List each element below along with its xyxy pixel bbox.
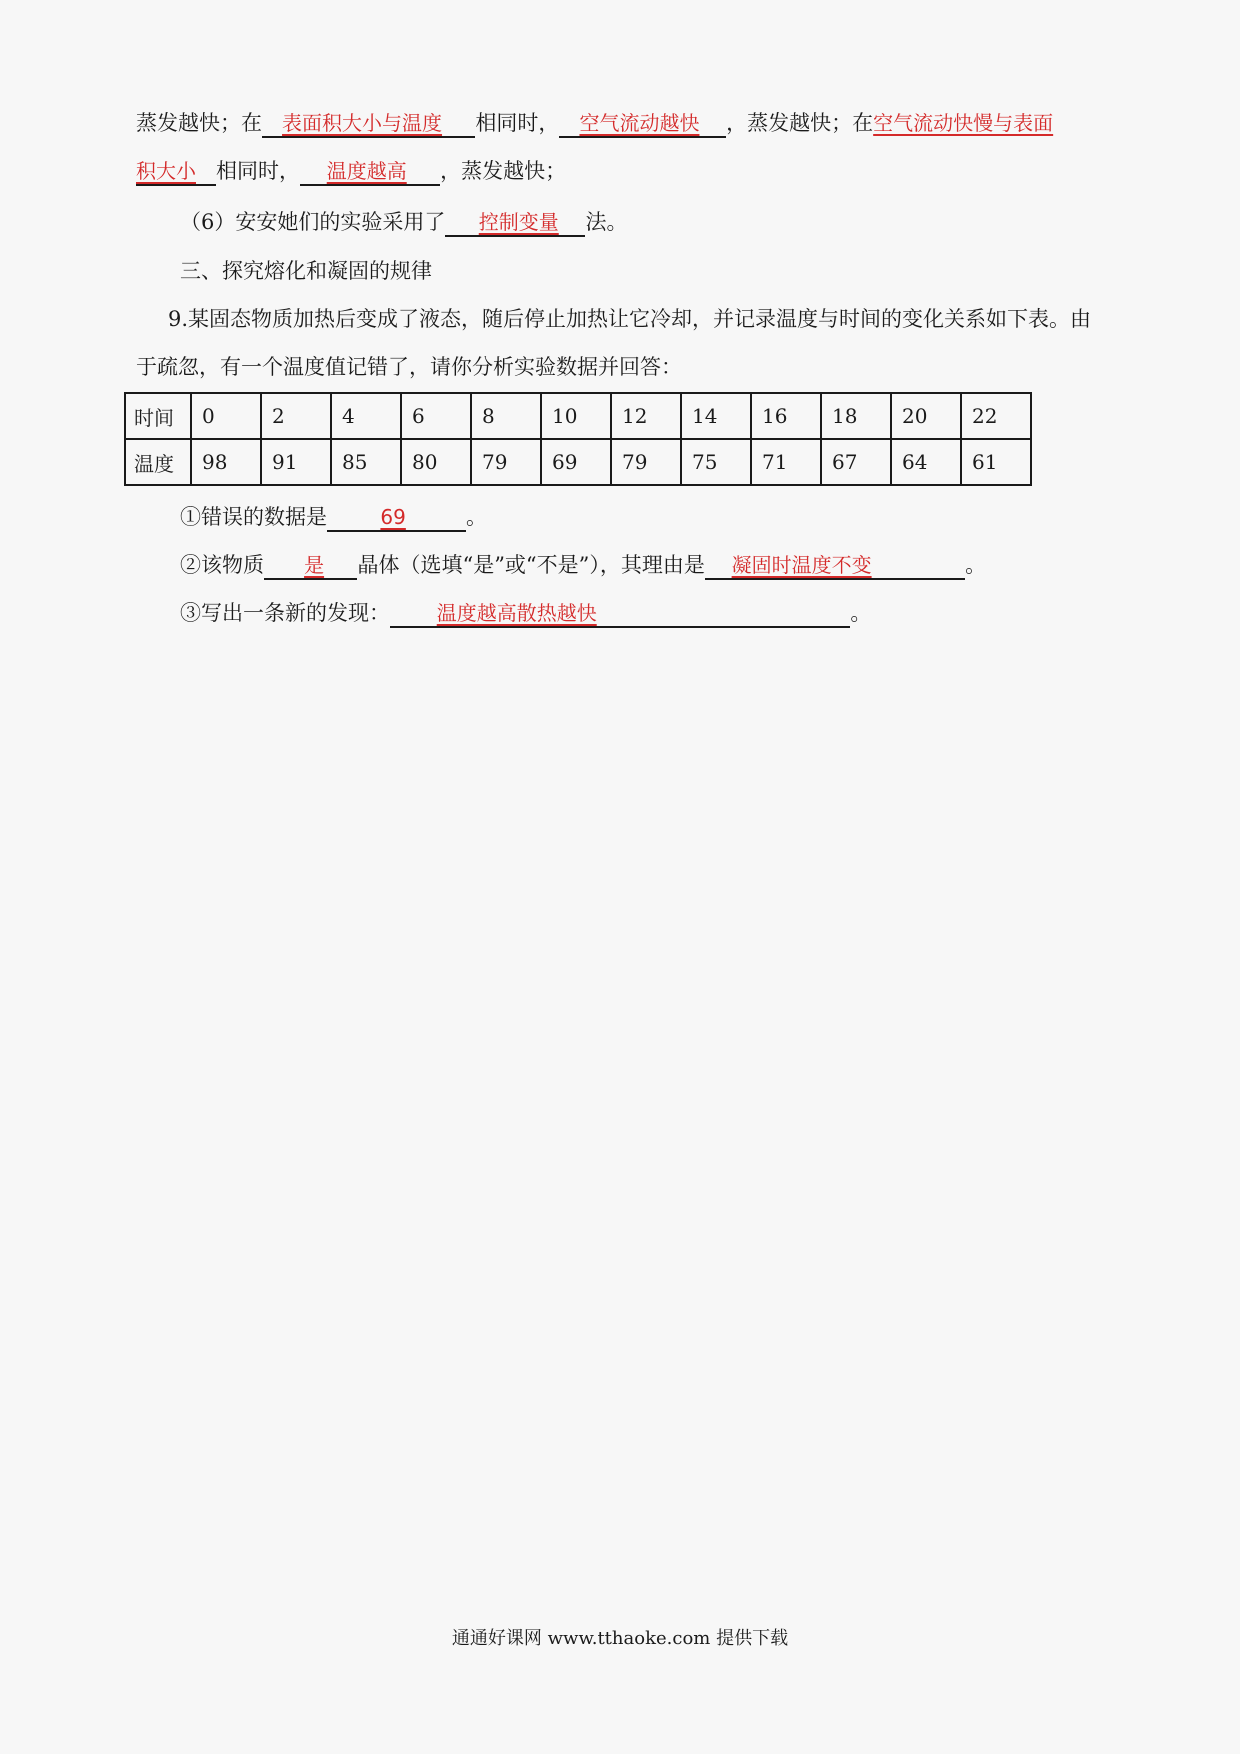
answer-blank: [300, 158, 440, 186]
text: ，蒸发越快；在: [726, 111, 874, 135]
text: ③写出一条新的发现：: [180, 601, 390, 625]
table-row-time: [125, 393, 1031, 439]
table-cell: 79: [611, 439, 681, 485]
table-cell: 64: [891, 439, 961, 485]
paragraph-line-1: [136, 108, 1053, 138]
answer-blank: [559, 110, 726, 138]
answer-blank: [136, 158, 216, 186]
text: ①错误的数据是: [180, 505, 327, 529]
paragraph-line-2: [136, 156, 566, 186]
text: 。: [965, 553, 987, 577]
answer-text: 温度越高散热越快: [436, 601, 597, 625]
answer-text: 空气流动越快: [579, 111, 700, 135]
answer-text: 温度越高: [326, 159, 407, 183]
table-cell: 12: [611, 393, 681, 439]
question-9-line-2: [136, 352, 682, 382]
table-cell: 6: [401, 393, 471, 439]
text: 晶体（选填“是”或“不是”），其理由是: [357, 553, 705, 577]
text: 相同时，: [475, 111, 560, 135]
text: 某固态物质加热后变成了液态，随后停止加热让它冷却，并记录温度与时间的变化关系如下表。由: [188, 307, 1092, 331]
section-heading: [180, 256, 432, 286]
page-footer: [0, 1624, 1240, 1654]
sub-question-1: [180, 502, 487, 532]
table-cell: 71: [751, 439, 821, 485]
table-cell: 91: [261, 439, 331, 485]
table-cell: 98: [191, 439, 261, 485]
table-cell: 75: [681, 439, 751, 485]
answer-text: 凝固时温度不变: [731, 553, 872, 577]
table-cell: 79: [471, 439, 541, 485]
table-cell: 18: [821, 393, 891, 439]
table-cell: 2: [261, 393, 331, 439]
text: 于疏忽，有一个温度值记错了，请你分析实验数据并回答：: [136, 355, 682, 379]
answer-blank: [445, 209, 585, 237]
answer-blank: [264, 552, 357, 580]
answer-text: 是: [304, 553, 325, 577]
question-9-line-1: [168, 304, 1091, 334]
table-cell: 69: [541, 439, 611, 485]
answer-blank: [390, 600, 850, 628]
table-cell: 22: [961, 393, 1031, 439]
footer-text: 通通好课网 www.tthaoke.com 提供下载: [451, 1628, 789, 1649]
text: 相同时，: [216, 159, 301, 183]
text: ，蒸发越快；: [440, 159, 567, 183]
answer-text: 积大小: [136, 159, 196, 183]
answer-text: 控制变量: [478, 210, 559, 234]
table-header-cell: 温度: [125, 439, 191, 485]
text: 。: [850, 601, 872, 625]
answer-text: 69: [380, 505, 406, 529]
table-cell: 85: [331, 439, 401, 485]
sub-question-3: [180, 598, 871, 628]
table-cell: 14: [681, 393, 751, 439]
section-heading-text: 三、探究熔化和凝固的规律: [180, 259, 432, 283]
table-cell: 8: [471, 393, 541, 439]
data-table: [124, 392, 1032, 486]
text: 法。: [585, 210, 628, 234]
answer-text: 空气流动快慢与表面: [873, 111, 1054, 135]
question-6: [180, 207, 627, 237]
text: 蒸发越快；在: [136, 111, 262, 135]
answer-blank: [262, 110, 475, 138]
answer-text: 表面积大小与温度: [282, 111, 443, 135]
table-cell: 4: [331, 393, 401, 439]
table-header-cell: 时间: [125, 393, 191, 439]
text: 。: [465, 505, 487, 529]
table-cell: 10: [541, 393, 611, 439]
answer-blank: [327, 504, 466, 532]
question-number: 9.: [168, 307, 189, 331]
table-cell: 16: [751, 393, 821, 439]
table-row-temperature: [125, 439, 1031, 485]
table-cell: 0: [191, 393, 261, 439]
table-cell: 80: [401, 439, 471, 485]
table-cell: 67: [821, 439, 891, 485]
answer-blank: [705, 552, 965, 580]
table-cell: 20: [891, 393, 961, 439]
text: （6）安安她们的实验采用了: [180, 210, 446, 234]
table-cell: 61: [961, 439, 1031, 485]
sub-question-2: [180, 550, 986, 580]
text: ②该物质: [180, 553, 264, 577]
